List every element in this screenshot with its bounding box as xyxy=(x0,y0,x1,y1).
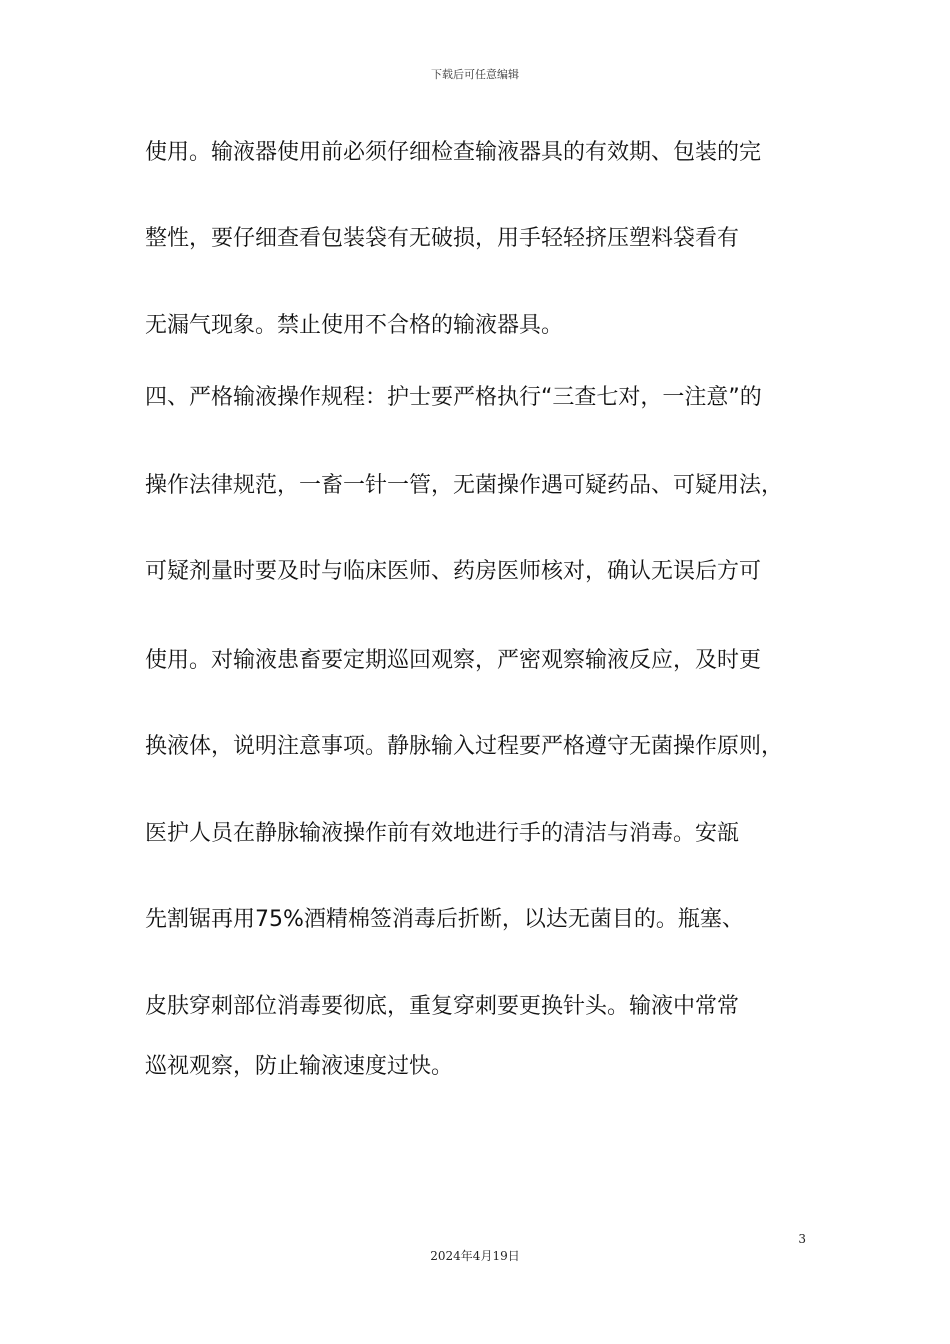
text-line: 使用。输液器使用前必须仔细检查输液器具的有效期、包装的完 xyxy=(145,140,762,165)
text-line: 巡视观察，防止输液速度过快。 xyxy=(145,1054,454,1079)
text-line: 换液体，说明注意事项。静脉输入过程要严格遵守无菌操作原则， xyxy=(145,734,784,759)
footer-date: 2024年4月19日 xyxy=(430,1249,520,1263)
text-line: 皮肤穿刺部位消毒要彻底，重复穿刺要更换针头。输液中常常 xyxy=(145,994,740,1019)
page-number: 3 xyxy=(798,1232,806,1246)
text-line: 无漏气现象。禁止使用不合格的输液器具。 xyxy=(145,313,564,338)
text-line: 四、严格输液操作规程：护士要严格执行“三查七对，一注意”的 xyxy=(145,385,762,410)
text-line: 可疑剂量时要及时与临床医师、药房医师核对，确认无误后方可 xyxy=(145,559,762,584)
text-line: 医护人员在静脉输液操作前有效地进行手的清洁与消毒。安瓿 xyxy=(145,821,740,846)
text-line: 先割锯再用75%酒精棉签消毒后折断，以达无菌目的。瓶塞、 xyxy=(145,907,744,932)
header-note: 下载后可任意编辑 xyxy=(431,68,519,81)
text-line: 使用。对输液患畜要定期巡回观察，严密观察输液反应，及时更 xyxy=(145,648,762,673)
text-line: 操作法律规范，一畜一针一管，无菌操作遇可疑药品、可疑用法， xyxy=(145,473,784,498)
text-line: 整性，要仔细查看包装袋有无破损，用手轻轻挤压塑料袋看有 xyxy=(145,226,740,251)
